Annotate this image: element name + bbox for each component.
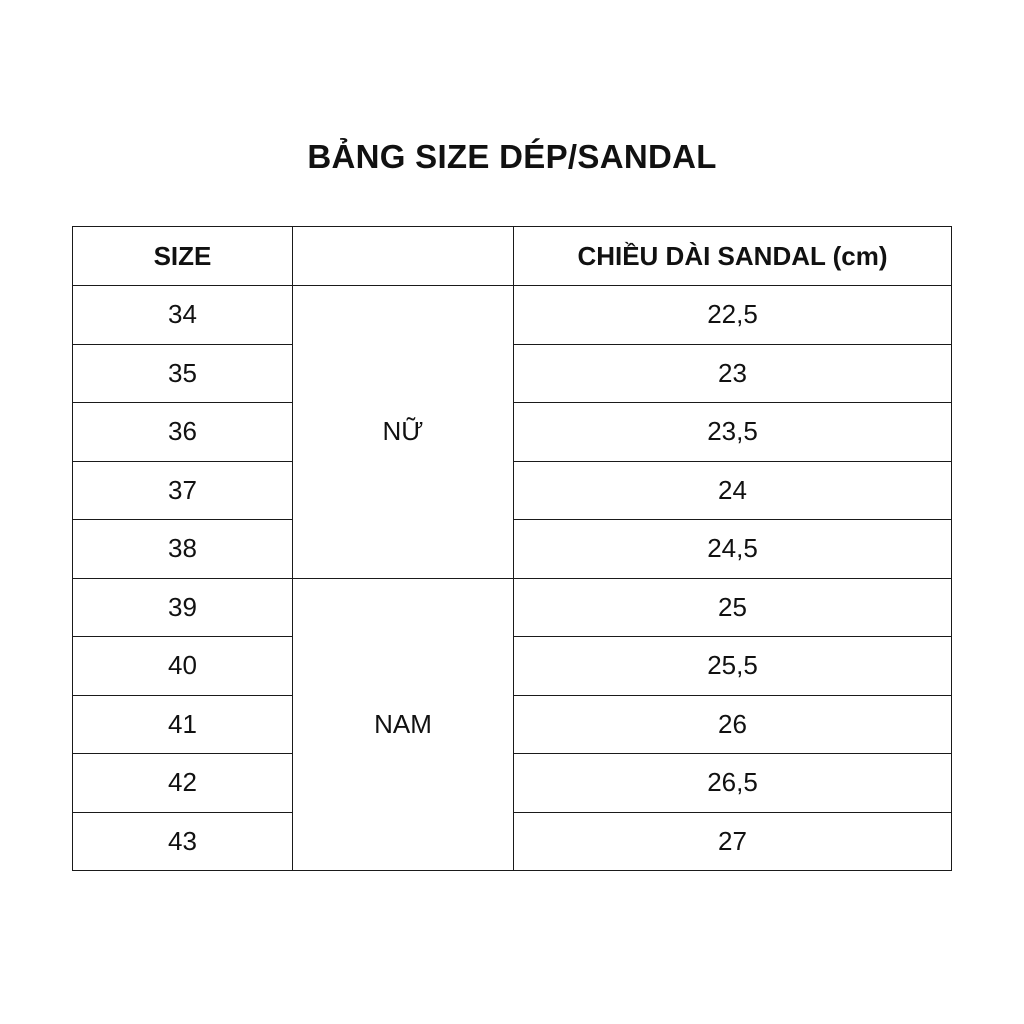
size-cell: 43: [73, 812, 293, 871]
size-cell: 42: [73, 754, 293, 813]
size-cell: 37: [73, 461, 293, 520]
length-cell: 24,5: [514, 520, 952, 579]
length-cell: 26,5: [514, 754, 952, 813]
size-cell: 36: [73, 403, 293, 462]
header-size: SIZE: [73, 227, 293, 286]
size-cell: 39: [73, 578, 293, 637]
length-cell: 24: [514, 461, 952, 520]
table-row: [73, 578, 952, 637]
size-cell: 40: [73, 637, 293, 696]
header-length: CHIỀU DÀI SANDAL (cm): [514, 227, 952, 286]
size-cell: 38: [73, 520, 293, 579]
length-cell: 25,5: [514, 637, 952, 696]
length-cell: 23,5: [514, 403, 952, 462]
gender-cell-male: NAM: [293, 578, 514, 871]
size-chart-table: [72, 226, 952, 871]
length-cell: 26: [514, 695, 952, 754]
header-gender: [293, 227, 514, 286]
length-cell: 27: [514, 812, 952, 871]
length-cell: 25: [514, 578, 952, 637]
gender-cell-female: NỮ: [293, 286, 514, 579]
page-title: BẢNG SIZE DÉP/SANDAL: [307, 138, 717, 175]
size-cell: 35: [73, 344, 293, 403]
size-cell: 34: [73, 286, 293, 345]
length-cell: 23: [514, 344, 952, 403]
table-header-row: [73, 227, 952, 286]
table-row: [73, 286, 952, 345]
length-cell: 22,5: [514, 286, 952, 345]
size-cell: 41: [73, 695, 293, 754]
